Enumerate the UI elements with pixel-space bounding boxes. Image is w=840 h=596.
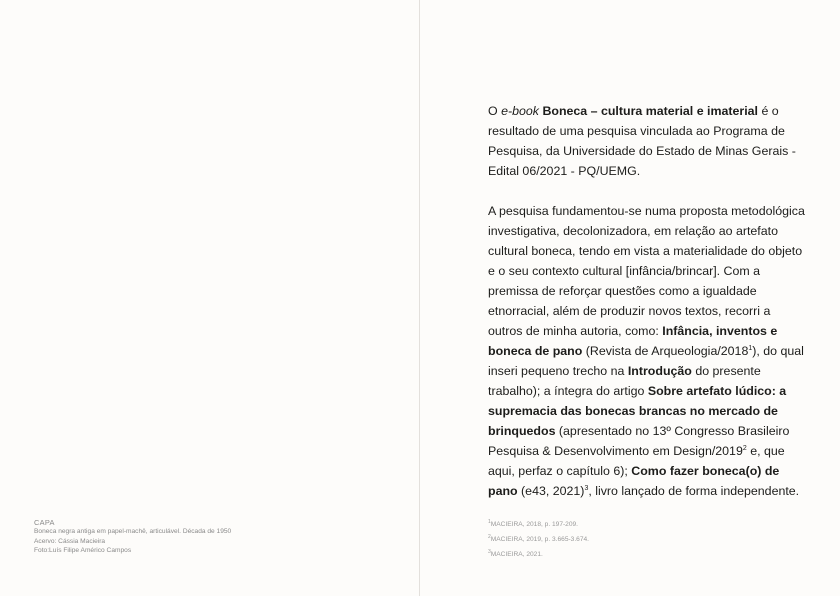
- book-title: Boneca – cultura material e imaterial: [542, 104, 758, 118]
- text-run: , livro lançado de forma independente.: [588, 484, 800, 498]
- right-page: [420, 0, 840, 596]
- footnote-text: MACIEIRA, 2021.: [490, 551, 543, 558]
- footnote: [488, 547, 589, 562]
- text-run: ), do qual inseri pequeno trecho na: [488, 344, 804, 378]
- text-run: e, que aqui, perfaz o capítulo 6);: [488, 444, 785, 478]
- caption-description: Boneca negra antiga em papel-machê, articulável. Década de 1950: [34, 528, 232, 536]
- footnotes: [488, 517, 589, 562]
- caption-photo-credit: Foto:Luís Filipe Américo Campos: [34, 547, 132, 555]
- ebook-term: e-book: [501, 104, 539, 118]
- caption-collection: Acervo: Cássia Macieira: [34, 537, 106, 545]
- footnote-ref-3: 3: [584, 485, 589, 492]
- work-title-3: Como fazer boneca(o) de pano: [488, 464, 780, 498]
- text-run: A pesquisa fundamentou-se numa proposta metodológica investigativa, decolonizadora, em relação ao artefato cultural boneca, tendo em vista a materialidade do objeto e o seu contexto cultural [infância/brincar]. Com a premissa de reforçar questões como a igualdade etnorracial, além de produzir novos textos, recorri a outros de minha autoria, como:: [488, 204, 805, 338]
- footnote-text: MACIEIRA, 2019, p. 3.665-3.674.: [490, 536, 590, 543]
- cover-caption: [34, 518, 231, 556]
- work-title-2: Sobre artefato lúdico: a supremacia das bonecas brancas no mercado de brinquedos: [488, 384, 787, 438]
- footnote-ref-1: 1: [748, 345, 753, 352]
- text-run: O: [488, 104, 502, 118]
- text-run: (Revista de Arqueologia/2018: [582, 344, 749, 358]
- text-run: é o resultado de uma pesquisa vinculada ao Programa de Pesquisa, da Universidade do Estado de Minas Gerais - Edital 06/2021 - PQ/UEMG.: [488, 104, 796, 178]
- body-text: [488, 101, 806, 501]
- footnote: [488, 517, 589, 532]
- footnote-text: MACIEIRA, 2018, p. 197-209.: [490, 521, 579, 528]
- caption-title: CAPA: [34, 518, 55, 527]
- paragraph-research: [488, 201, 806, 501]
- work-title-1: Infância, inventos e boneca de pano: [488, 324, 778, 358]
- paragraph-intro: [488, 101, 806, 181]
- section-introducao: Introdução: [627, 364, 692, 378]
- footnote-ref-2: 2: [742, 445, 747, 452]
- footnote-number: 1: [488, 519, 491, 525]
- footnote-number: 2: [488, 534, 491, 540]
- text-run: do presente trabalho); a íntegra do artigo: [488, 364, 761, 398]
- text-run: (e43, 2021): [517, 484, 585, 498]
- footnote: [488, 532, 589, 547]
- left-page: [0, 0, 419, 596]
- text-run: (apresentado no 13º Congresso Brasileiro Pesquisa & Desenvolvimento em Design/2019: [488, 424, 790, 458]
- footnote-number: 3: [488, 549, 491, 555]
